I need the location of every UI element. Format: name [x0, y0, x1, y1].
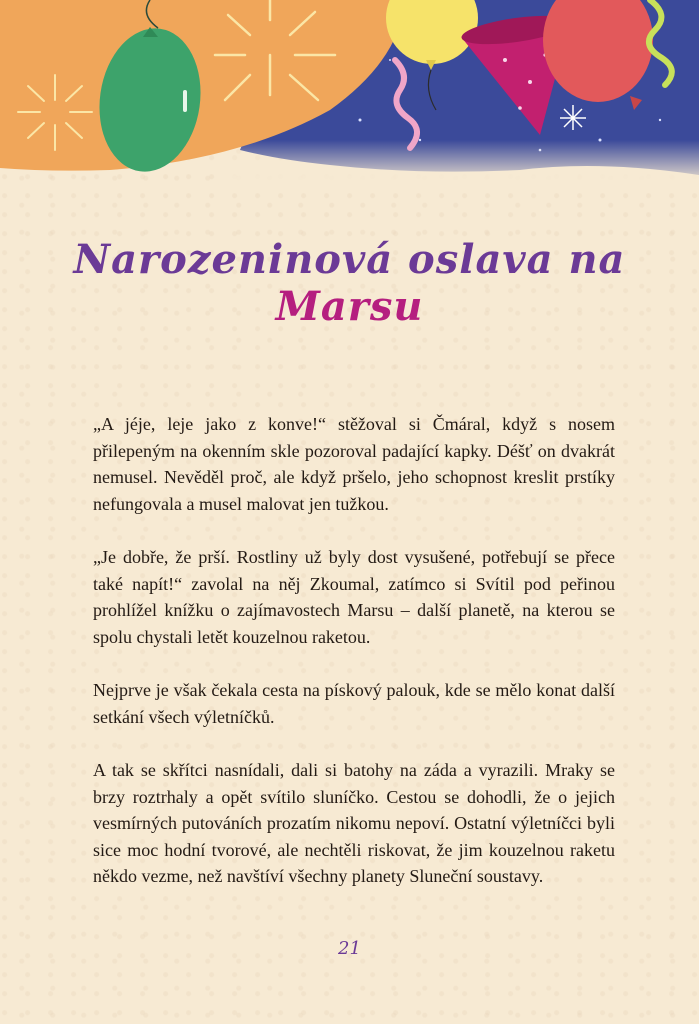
paragraph: „A jéje, leje jako z konve!“ stěžoval si Čmáral, když s nosem přilepeným na okenním skle pozoroval padající kapky. Déšť on dvakrát nemusel. Nevěděl proč, ale když pršelo, jeho schopnost kreslit prstíky nefungovala a musel malovat jen tužkou. [93, 414, 615, 514]
page-number: 21 [338, 938, 361, 959]
party-illustration [0, 0, 699, 200]
chapter-body [93, 411, 615, 917]
chapter-title [0, 236, 699, 330]
chapter-title-accent: Marsu [275, 283, 424, 330]
paragraph: Nejprve je však čekala cesta na pískový palouk, kde se mělo konat další setkání všech výletníčků. [93, 680, 615, 727]
paragraph: „Je dobře, že prší. Rostliny už byly dost vysušené, potřebují se přece také napít!“ zavolal na něj Zkoumal, zatímco si Svítil pod peřinou prohlížel knížku o zajímavostech Marsu – další planetě, na kterou se spolu chystali letět kouzelnou raketou. [93, 547, 615, 647]
chapter-title-main: Narozeninová oslava na [73, 236, 626, 283]
paragraph: A tak se skřítci nasnídali, dali si batohy na záda a vyrazili. Mraky se brzy roztrhaly a opět svítilo sluníčko. Cestou se dohodli, že o jejich vesmírných putováních prozatím nikomu nepoví. Ostatní výletníčci byli sice moc hodní tvorové, ale nechtěli riskovat, že jim kouzelnou raketu někdo vezme, než navštíví všechny planety Sluneční soustavy. [93, 760, 615, 886]
